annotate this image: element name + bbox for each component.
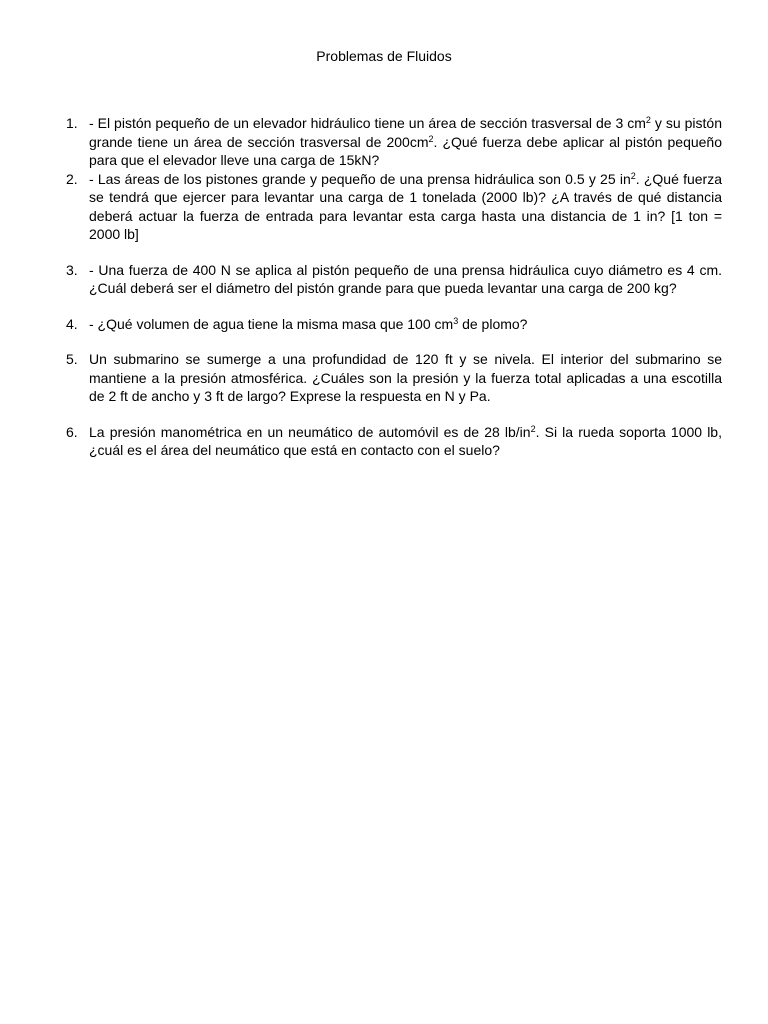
superscript: 2 <box>645 115 651 125</box>
problem-text: - El pistón pequeño de un elevador hidráulico tiene un área de sección trasversal de 3 $cm^2$ y su pistón grande tiene un área de sección trasversal de $200cm^2$. ¿Qué fuerza debe aplicar al pistón pequeño para que el elevador lleve una carga de 15kN? <box>89 115 722 168</box>
problem-item <box>66 114 722 170</box>
problem-item <box>66 350 722 406</box>
problem-number: 3. <box>66 261 78 278</box>
problem-number: 6. <box>66 423 78 440</box>
superscript: 2 <box>428 133 434 144</box>
problem-number: 4. <box>66 315 78 332</box>
problem-text: - ¿Qué volumen de agua tiene la misma masa que 100 $cm^3$ de plomo? <box>89 315 528 332</box>
problem-item <box>66 261 722 298</box>
problem-text: La presión manométrica en un neumático de automóvil es de 28 $lb/in^2$. Si la rueda soporta 1000 lb, ¿cuál es el área del neumático que está en contacto con el suelo? <box>89 423 722 458</box>
problem-item <box>66 170 722 244</box>
problem-text: - Una fuerza de 400 N se aplica al pistón pequeño de una prensa hidráulica cuyo diámetro es 4 cm. ¿Cuál deberá ser el diámetro del pistón grande para que pueda levantar una carga de 200 kg? <box>89 261 722 296</box>
superscript: 2 <box>630 170 636 181</box>
problem-text: Un submarino se sumerge a una profundidad de 120 ft y se nivela. El interior del submarino se mantiene a la presión atmosférica. ¿Cuáles son la presión y la fuerza total aplicadas a una escotilla de 2 ft de ancho y 3 ft de largo? Exprese la respuesta en N y Pa. <box>89 351 722 404</box>
document-title: Problemas de Fluidos <box>316 48 452 64</box>
problem-number: 1. <box>66 115 78 131</box>
problem-item <box>66 315 722 334</box>
superscript: 2 <box>530 423 536 434</box>
superscript: 3 <box>453 315 459 326</box>
problem-number: 2. <box>66 170 78 187</box>
problem-number: 5. <box>66 351 78 367</box>
problem-text: - Las áreas de los pistones grande y pequeño de una prensa hidráulica son 0.5 y 25 $in^2$. ¿Qué fuerza se tendrá que ejercer para levantar una carga de 1 tonelada (2000 lb)? ¿A través de qué distancia deberá actuar la fuerza de entrada para levantar esta carga hasta una distancia de 1 in? [1 ton = 2000 lb] <box>89 170 722 242</box>
problem-item <box>66 423 722 460</box>
problem-list <box>66 114 722 460</box>
